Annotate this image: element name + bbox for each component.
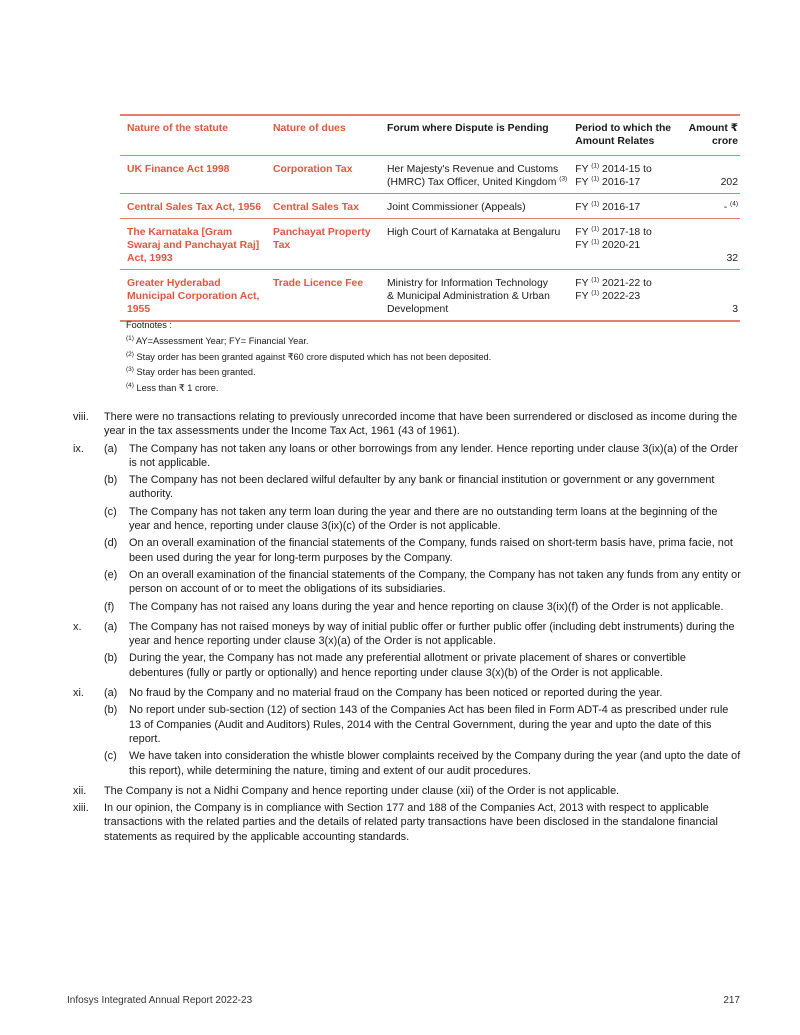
period-line	[575, 163, 679, 176]
amount-value: 32	[726, 253, 738, 264]
footnote-marker: (1)	[126, 335, 134, 343]
forum-line	[387, 303, 567, 316]
footnote-item	[126, 334, 726, 349]
clause-body	[104, 442, 741, 617]
sub-clause-text: On an overall examination of the financial statements of the Company, the Company has not taken any funds from any entity or person on account of or to meet the obligations of its subsidiaries.	[129, 568, 741, 596]
sub-clause	[104, 505, 741, 534]
sub-clause	[104, 620, 741, 649]
table-header-row	[120, 115, 740, 156]
cell-amount	[683, 156, 740, 194]
period-text: FY $^{(1)}$ 2016-17	[575, 175, 641, 188]
cell-amount	[683, 219, 740, 270]
table-row	[120, 219, 740, 270]
period-line	[575, 277, 679, 290]
sub-clause-letter: (a)	[104, 442, 118, 455]
amount-value: -	[723, 202, 728, 213]
sub-clause-text: The Company has not raised any loans during the year and hence reporting on clause 3(ix)(f) of the Order is not applicable.	[129, 600, 724, 613]
cell-statute: UK Finance Act 1998	[120, 156, 269, 194]
clause-number: xiii.	[73, 802, 89, 815]
period-footnote-ref: (1)	[591, 276, 600, 284]
period-footnote-ref: (1)	[591, 162, 600, 170]
header-nature-of-dues: Nature of dues	[269, 115, 383, 156]
sub-clause-letter: (a)	[104, 687, 118, 700]
amount-value: 3	[732, 304, 738, 315]
table-row	[120, 194, 740, 219]
period-footnote-ref: (1)	[591, 225, 600, 233]
clause-body	[104, 410, 741, 439]
forum-line-text: Joint Commissioner (Appeals)	[387, 202, 526, 213]
cell-statute: Greater Hyderabad Municipal Corporation Act, 1955	[120, 270, 269, 322]
sub-clause-text: The Company has not been declared wilful defaulter by any bank or financial institution or government or any government authority.	[129, 474, 715, 501]
sub-clause-letter: (e)	[104, 568, 118, 581]
clause-number: ix.	[73, 442, 84, 455]
clause-body	[104, 784, 741, 798]
disputed-dues-table	[120, 114, 740, 322]
forum-line-text: & Municipal Administration & Urban	[387, 291, 550, 302]
clause	[73, 686, 741, 781]
footnote-item	[126, 365, 726, 380]
period-text: FY $^{(1)}$ 2016-17	[575, 200, 641, 213]
report-title-footer: Infosys Integrated Annual Report 2022-23	[67, 995, 253, 1006]
table-row	[120, 156, 740, 194]
period-footnote-ref: (1)	[591, 200, 600, 208]
sub-clause-letter: (f)	[104, 600, 115, 613]
header-period: Period to which the Amount Relates	[571, 115, 683, 156]
sub-clause	[104, 473, 741, 502]
forum-line	[387, 176, 567, 189]
sub-clause-text: We have taken into consideration the whistle blower complaints received by the Company during the year (and upto the date of this report), while determining the nature, timing and extent of our audit procedures.	[129, 750, 741, 777]
cell-dues: Central Sales Tax	[269, 194, 383, 219]
footnote-item	[126, 381, 726, 396]
cell-forum	[383, 194, 571, 219]
sub-clause-text: No report under sub-section (12) of section 143 of the Companies Act has been filed in Form ADT-4 as prescribed under rule 13 of Companies (Audit and Auditors) Rules, 2014 with the Central Government, during the year and upto the date of this report.	[129, 704, 729, 745]
sub-clause-letter: (b)	[104, 652, 118, 665]
clause	[73, 442, 741, 617]
forum-line-text: Development	[387, 304, 449, 315]
footnotes-title: Footnotes :	[126, 320, 172, 330]
forum-line	[387, 277, 567, 290]
cell-statute: The Karnataka [Gram Swaraj and Panchayat Raj] Act, 1993	[120, 219, 269, 270]
period-text: FY $^{(1)}$ 2020-21	[575, 238, 641, 251]
sub-clause	[104, 600, 741, 614]
sub-clause	[104, 651, 741, 680]
sub-clause-letter: (c)	[104, 750, 117, 763]
header-forum: Forum where Dispute is Pending	[383, 115, 571, 156]
sub-clause-letter: (c)	[104, 505, 117, 518]
cell-dues: Trade Licence Fee	[269, 270, 383, 322]
period-text: FY $^{(1)}$ 2014-15 to	[575, 162, 652, 175]
forum-line-text: Her Majesty's Revenue and Customs	[387, 164, 559, 175]
cell-period	[571, 219, 683, 270]
sub-clause	[104, 568, 741, 597]
page-number: 217	[723, 995, 740, 1006]
sub-clause	[104, 442, 741, 471]
sub-clause-letter: (d)	[104, 537, 118, 550]
clause	[73, 620, 741, 683]
period-line	[575, 290, 679, 303]
footnote-text: Less than ₹ 1 crore.	[136, 382, 219, 393]
forum-line	[387, 163, 567, 176]
footnote-marker: (4)	[126, 381, 134, 389]
sub-clause-text: The Company has not taken any term loan during the year and there are no outstanding term loans at the beginning of the year and hence, reporting under clause 3(ix)(c) of the Order is not applicable.	[129, 505, 718, 533]
report-clauses	[73, 410, 741, 847]
period-footnote-ref: (1)	[591, 175, 600, 183]
sub-clause	[104, 686, 741, 700]
sub-clause-letter: (a)	[104, 620, 118, 633]
forum-line	[387, 290, 567, 303]
forum-line-text: (HMRC) Tax Officer, United Kingdom	[387, 177, 557, 188]
period-footnote-ref: (1)	[591, 238, 600, 246]
clause	[73, 410, 741, 439]
clause-text: The Company is not a Nidhi Company and hence reporting under clause (xii) of the Order is not applicable.	[104, 784, 620, 797]
clause	[73, 784, 741, 798]
clause-text: There were no transactions relating to previously unrecorded income that have been surrendered or disclosed as income during the year in the tax assessments under the Income Tax Act, 1961 (43 of 1961).	[104, 411, 738, 438]
cell-amount	[683, 194, 740, 219]
header-nature-of-statute: Nature of the statute	[120, 115, 269, 156]
forum-line-text: Ministry for Information Technology	[387, 278, 548, 289]
period-line	[575, 226, 679, 239]
clause-number: viii.	[73, 411, 89, 423]
cell-dues: Corporation Tax	[269, 156, 383, 194]
period-text: FY $^{(1)}$ 2017-18 to	[575, 225, 652, 238]
sub-clause-text: On an overall examination of the financial statements of the Company, funds raised on short-term basis have, prima facie, not been used during the year for long-term purposes by the Company.	[129, 537, 733, 564]
footnote-marker: (2)	[126, 350, 134, 358]
cell-statute: Central Sales Tax Act, 1956	[120, 194, 269, 219]
amount-footnote-ref: (4)	[730, 200, 738, 208]
clause-number: x.	[73, 620, 82, 633]
clause-number: xii.	[73, 784, 87, 797]
sub-clause-text: The Company has not raised moneys by way of initial public offer or further public offer (including debt instruments) during the year and hence reporting under clause 3(x)(a) of the Order is not applicable.	[129, 620, 735, 648]
header-amount: Amount ₹ crore	[683, 115, 740, 156]
clause-body	[104, 686, 741, 781]
sub-clause-letter: (b)	[104, 474, 118, 487]
sub-clause	[104, 749, 741, 778]
sub-clause-text: No fraud by the Company and no material fraud on the Company has been noticed or reported during the year.	[129, 687, 663, 700]
clause-text: In our opinion, the Company is in compliance with Section 177 and 188 of the Companies Act, 2013 with respect to applicable transactions with the related parties and the details of related party transactions have been disclosed in the standalone financial statements as required by the applicable accounting standards.	[104, 802, 718, 843]
cell-forum	[383, 156, 571, 194]
period-footnote-ref: (1)	[591, 289, 600, 297]
sub-clause-text: The Company has not taken any loans or other borrowings from any lender. Hence reporting under clause 3(ix)(a) of the Order is not applicable.	[129, 442, 738, 469]
period-line	[575, 176, 679, 189]
period-text: FY $^{(1)}$ 2022-23	[575, 289, 641, 302]
footnote-text: Stay order has been granted against ₹60 crore disputed which has not been deposited.	[136, 351, 492, 362]
footnote-text: Stay order has been granted.	[136, 367, 256, 378]
amount-value: 202	[720, 177, 738, 188]
cell-amount	[683, 270, 740, 322]
sub-clause	[104, 536, 741, 565]
footnote-text: AY=Assessment Year; FY= Financial Year.	[136, 336, 309, 347]
sub-clause	[104, 703, 741, 746]
footnotes	[126, 318, 726, 396]
forum-footnote-ref: (3)	[559, 175, 568, 183]
forum-line	[387, 226, 567, 239]
period-line	[575, 201, 679, 214]
cell-period	[571, 194, 683, 219]
period-line	[575, 239, 679, 252]
footnote-item	[126, 350, 726, 365]
forum-line-text: High Court of Karnataka at Bengaluru	[387, 227, 561, 238]
cell-period	[571, 156, 683, 194]
period-text: FY $^{(1)}$ 2021-22 to	[575, 276, 652, 289]
table-row	[120, 270, 740, 322]
cell-period	[571, 270, 683, 322]
footnote-marker: (3)	[126, 366, 134, 374]
forum-line	[387, 201, 567, 214]
sub-clause-letter: (b)	[104, 704, 118, 717]
clause	[73, 801, 741, 844]
sub-clause-text: During the year, the Company has not made any preferential allotment or private placement of shares or convertible debentures (fully or partly or optionally) and hence reporting under clause 3(x)(b) of the Order is not applicable.	[129, 652, 686, 679]
clause-body	[104, 801, 741, 844]
cell-dues: Panchayat Property Tax	[269, 219, 383, 270]
clause-number: xi.	[73, 687, 84, 700]
clause-body	[104, 620, 741, 683]
cell-forum	[383, 219, 571, 270]
cell-forum	[383, 270, 571, 322]
